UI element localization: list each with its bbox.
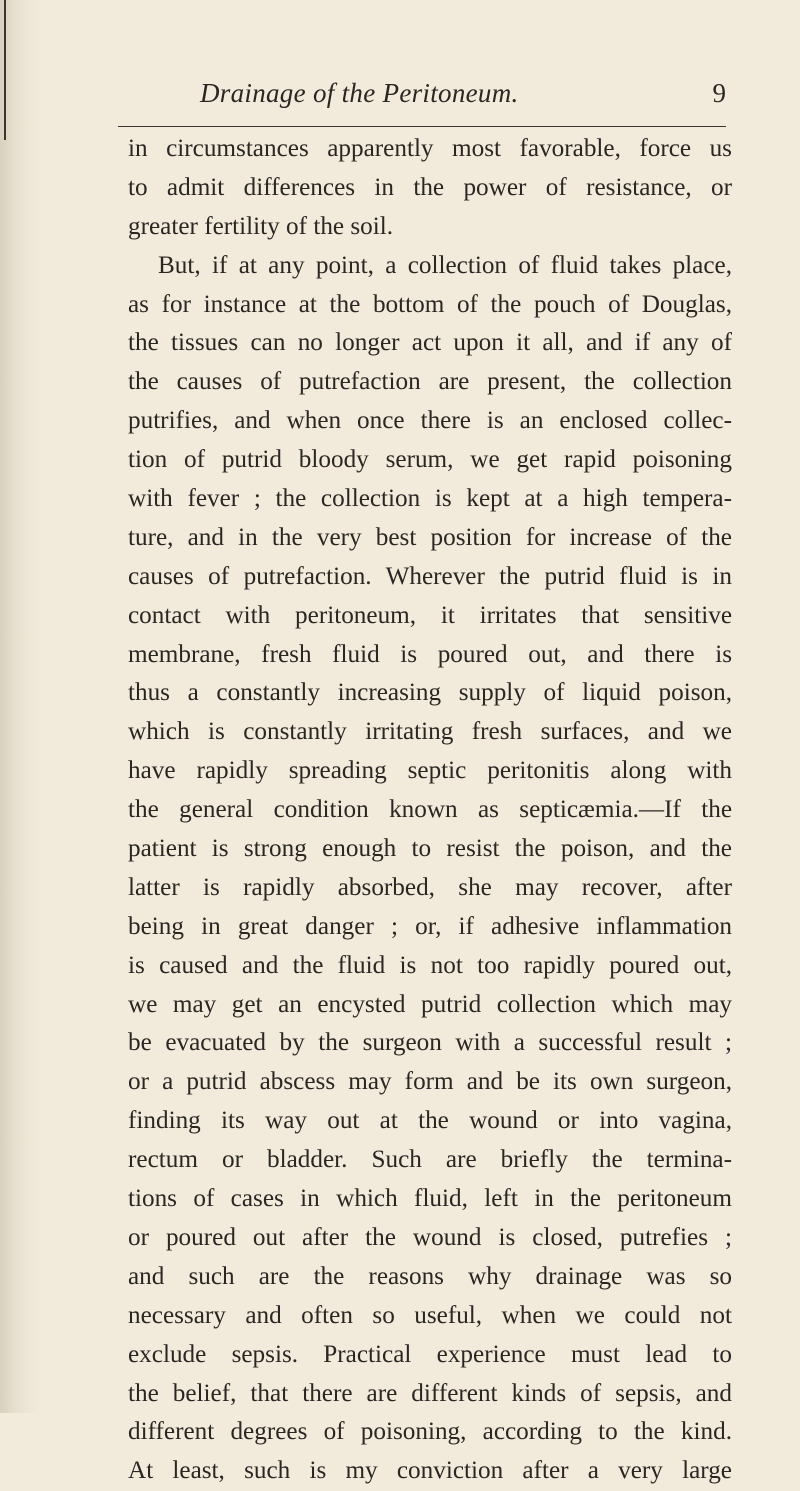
page-number: 9 — [712, 78, 726, 108]
text-line: the tissues can no longer act upon it all, and if any of — [128, 329, 732, 357]
text-line: contact with peritoneum, it irritates that sensitive — [128, 601, 732, 629]
text-line: the belief, that there are different kinds of sepsis, and — [128, 1379, 732, 1407]
text-line: to admit differences in the power of resistance, or — [128, 173, 732, 201]
running-title: Drainage of the Peritoneum. — [200, 78, 519, 108]
body-text — [128, 130, 732, 1491]
text-line: ture, and in the very best position for increase of the — [128, 523, 732, 551]
text-line: different degrees of poisoning, according to the kind. — [128, 1418, 732, 1446]
text-line: causes of putrefaction. Wherever the putrid fluid is in — [128, 562, 732, 590]
text-line: is caused and the fluid is not too rapidly poured out, — [128, 951, 732, 979]
text-line: But, if at any point, a collection of fluid takes place, — [158, 251, 732, 279]
text-line: we may get an encysted putrid collection which may — [128, 990, 732, 1018]
page-edge-line — [4, 0, 6, 140]
text-line: membrane, fresh fluid is poured out, and there is — [128, 640, 732, 668]
text-line: At least, such is my conviction after a very large — [128, 1457, 732, 1485]
text-line: in circumstances apparently most favorable, force us — [128, 135, 732, 162]
text-line: rectum or bladder. Such are briefly the termina- — [128, 1146, 732, 1174]
page-gutter-shadow — [0, 0, 40, 1413]
text-line: latter is rapidly absorbed, she may recover, after — [128, 873, 732, 901]
running-head — [118, 78, 726, 127]
text-line: the general condition known as septicæmia.—If the — [128, 796, 732, 824]
text-line: putrifies, and when once there is an enclosed collec- — [128, 407, 732, 435]
text-line: which is constantly irritating fresh surfaces, and we — [128, 718, 732, 746]
text-line: necessary and often so useful, when we could not — [128, 1301, 732, 1329]
text-line: or a putrid abscess may form and be its own surgeon, — [128, 1068, 732, 1096]
text-line: thus a constantly increasing supply of liquid poison, — [128, 679, 732, 707]
text-line: greater fertility of the soil. — [128, 212, 394, 240]
text-line: tions of cases in which fluid, left in the peritoneum — [128, 1185, 732, 1213]
text-line: be evacuated by the surgeon with a successful result ; — [128, 1029, 732, 1057]
text-line: the causes of putrefaction are present, the collection — [128, 368, 732, 396]
text-line: or poured out after the wound is closed, putrefies ; — [128, 1223, 732, 1251]
text-line: patient is strong enough to resist the poison, and the — [128, 835, 732, 863]
text-line: finding its way out at the wound or into vagina, — [128, 1107, 732, 1135]
text-line: being in great danger ; or, if adhesive inflammation — [128, 912, 732, 940]
text-line: have rapidly spreading septic peritonitis along with — [128, 757, 732, 785]
text-line: as for instance at the bottom of the pouch of Douglas, — [128, 290, 732, 318]
text-line: and such are the reasons why drainage was so — [128, 1262, 732, 1290]
text-line: exclude sepsis. Practical experience must lead to — [128, 1340, 732, 1368]
text-line: tion of putrid bloody serum, we get rapid poisoning — [128, 446, 732, 474]
text-line: with fever ; the collection is kept at a high tempera- — [128, 485, 732, 513]
